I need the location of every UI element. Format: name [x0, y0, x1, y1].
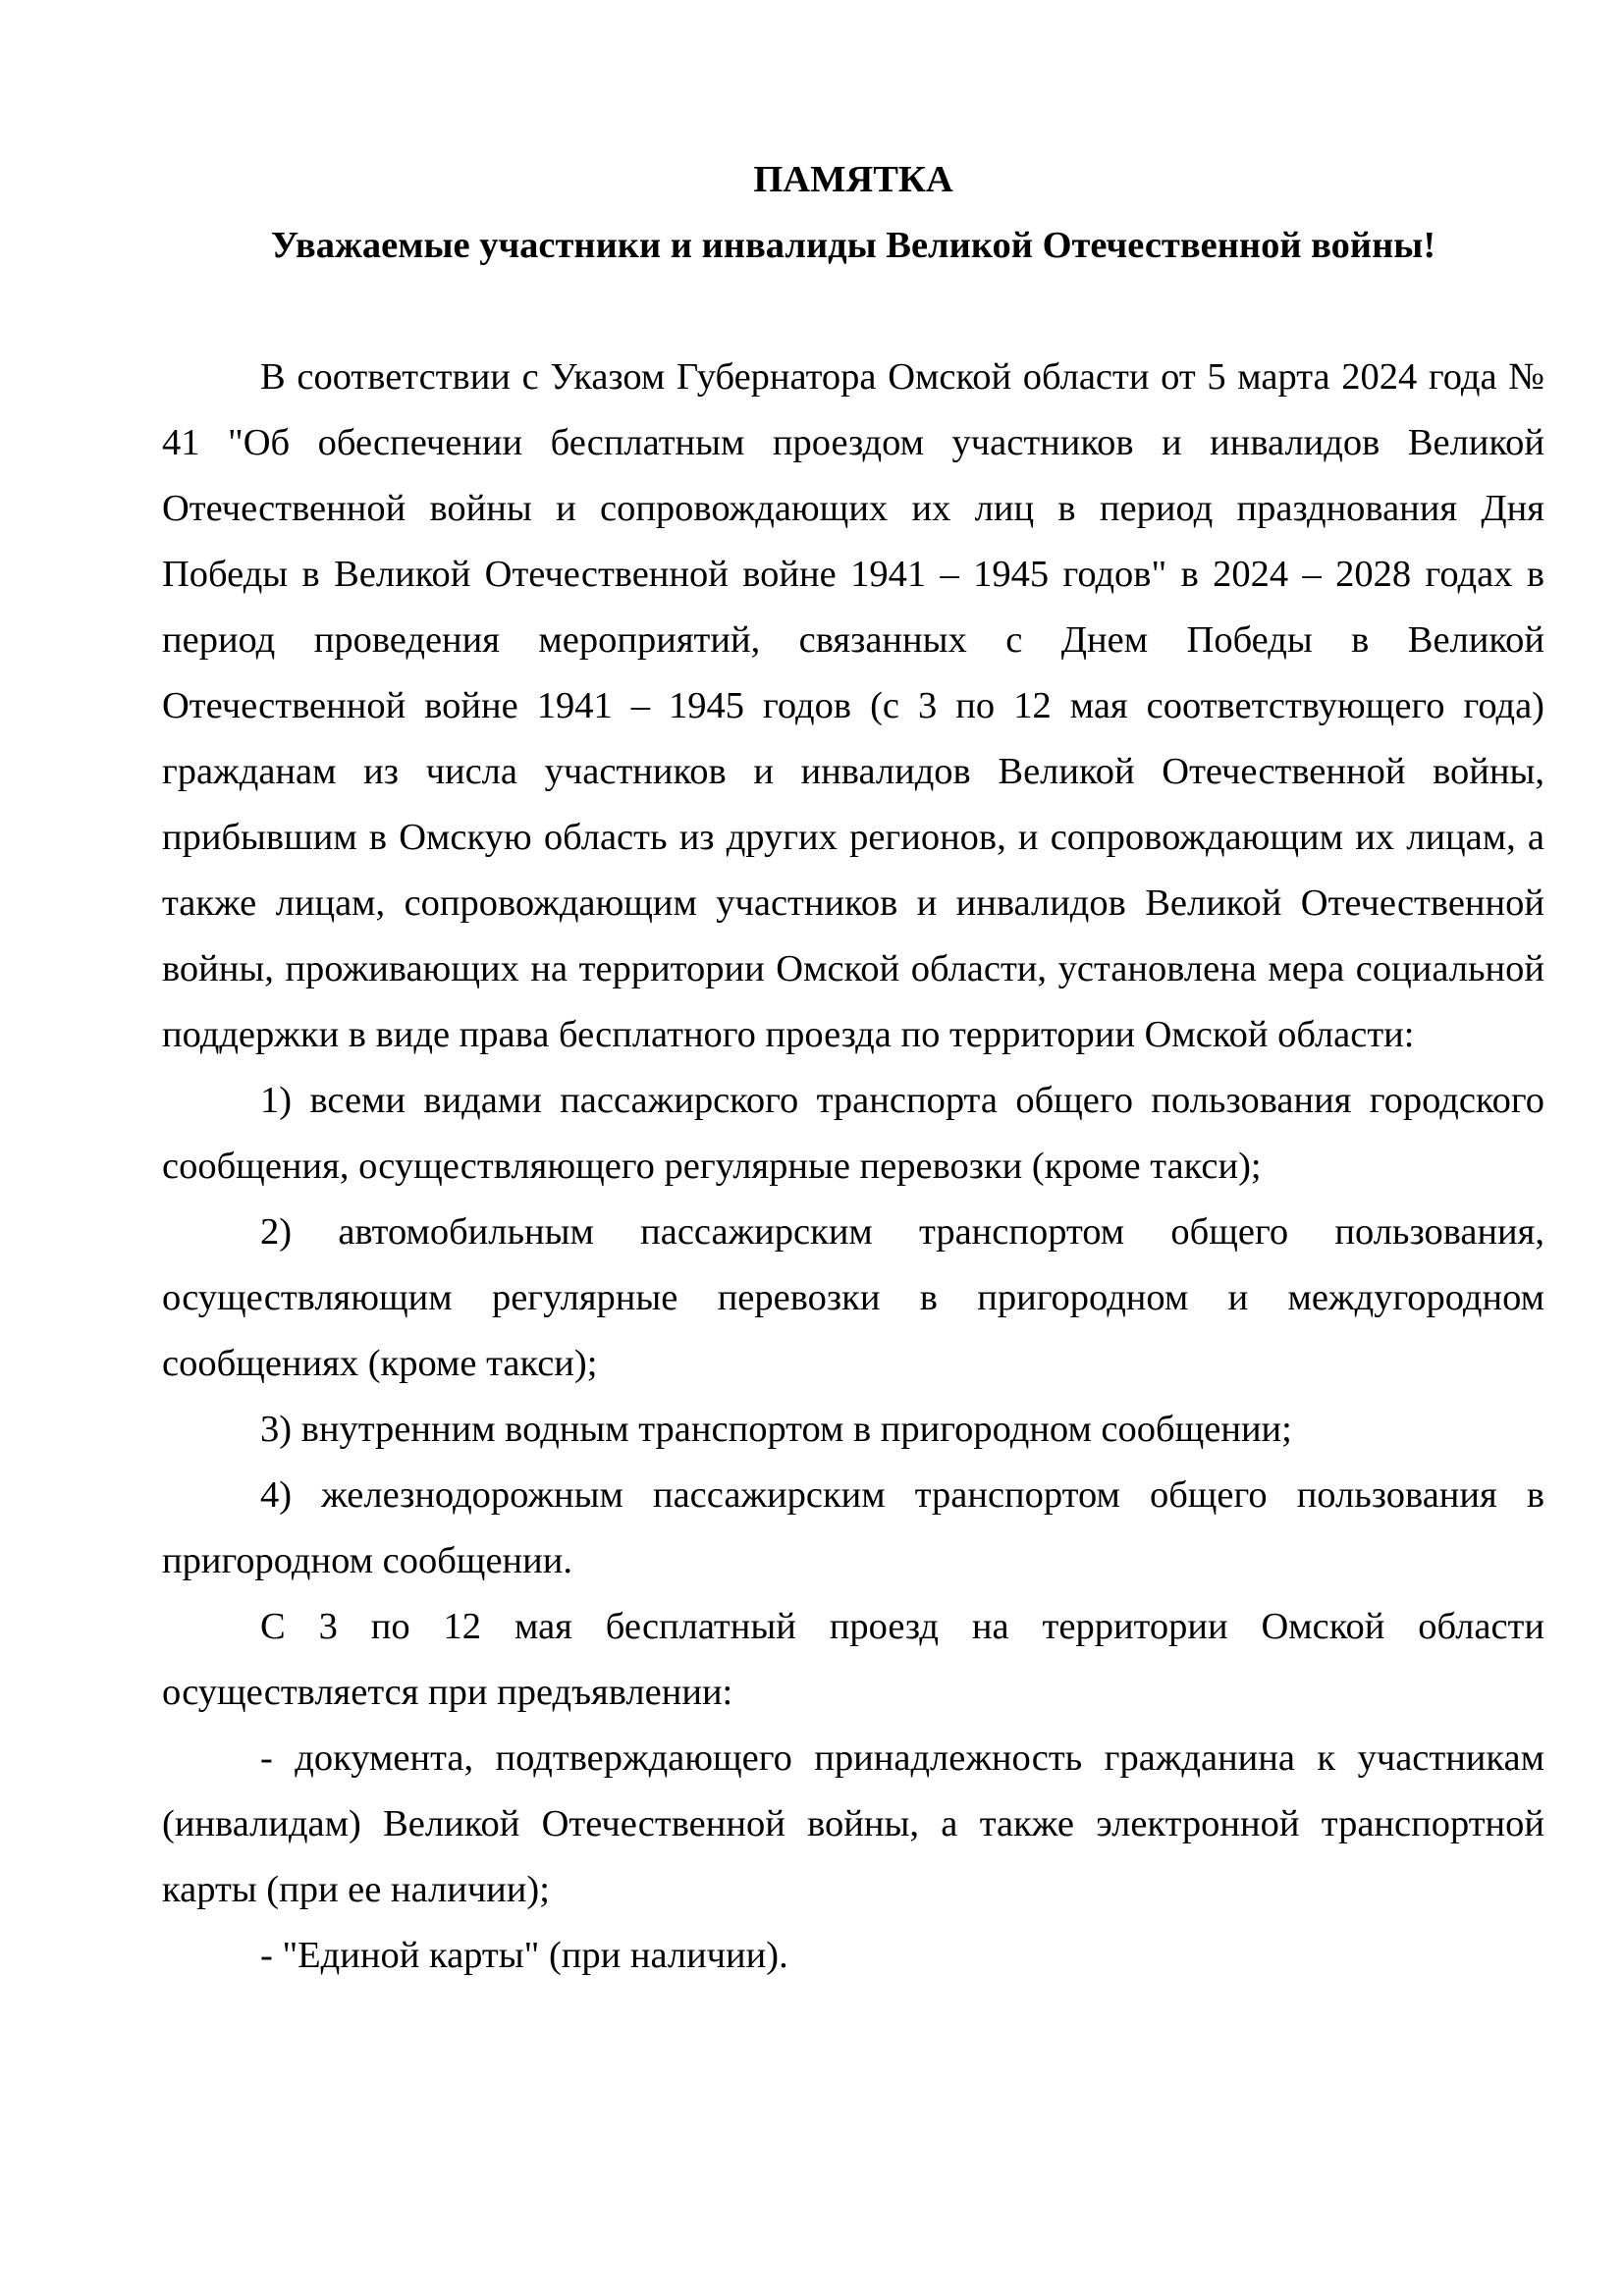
intro-paragraph: В соответствии с Указом Губернатора Омской области от 5 марта 2024 года № 41 "Об обеспечении бесплатным проездом участников и инвалидов Великой Отечественной войны и сопровождающих их лиц в период празднования Дня Победы в Великой Отечественной войне 1941 – 1945 годов" в 2024 – 2028 годах в период проведения мероприятий, связанных с Днем Победы в Великой Отечественной войне 1941 – 1945 годов (с 3 по 12 мая соответствующего года) гражданам из числа участников и инвалидов Великой Отечественной войны, прибывшим в Омскую область из других регионов, и сопровождающим их лицам, а также лицам, сопровождающим участников и инвалидов Великой Отечественной войны, проживающих на территории Омской области, установлена мера социальной поддержки в виде права бесплатного проезда по территории Омской области: — [162, 356, 1544, 1055]
document-requirement-1: - документа, подтверждающего принадлежность гражданина к участникам (инвалидам) Великой Отечественной войны, а также электронной транспортной карты (при ее наличии); — [162, 1737, 1544, 1910]
document-requirement-2: - "Единой карты" (при наличии). — [260, 1935, 788, 1976]
document-title: ПАМЯТКА — [753, 159, 953, 200]
list-item-2: 2) автомобильным пассажирским транспортом общего пользования, осуществляющим регулярные перевозки в пригородном и междугородном сообщениях (кроме такси); — [162, 1211, 1544, 1384]
list-item-3: 3) внутренним водным транспортом в пригородном сообщении; — [260, 1409, 1292, 1450]
document-subtitle: Уважаемые участники и инвалиды Великой Отечественной войны! — [270, 225, 1436, 266]
list-item-4: 4) железнодорожным пассажирским транспортом общего пользования в пригородном сообщении. — [162, 1474, 1544, 1581]
condition-paragraph: С 3 по 12 мая бесплатный проезд на территории Омской области осуществляется при предъявлении: — [162, 1606, 1544, 1713]
document-page — [162, 147, 1544, 1989]
list-item-1: 1) всеми видами пассажирского транспорта общего пользования городского сообщения, осуществляющего регулярные перевозки (кроме такси); — [162, 1080, 1544, 1187]
